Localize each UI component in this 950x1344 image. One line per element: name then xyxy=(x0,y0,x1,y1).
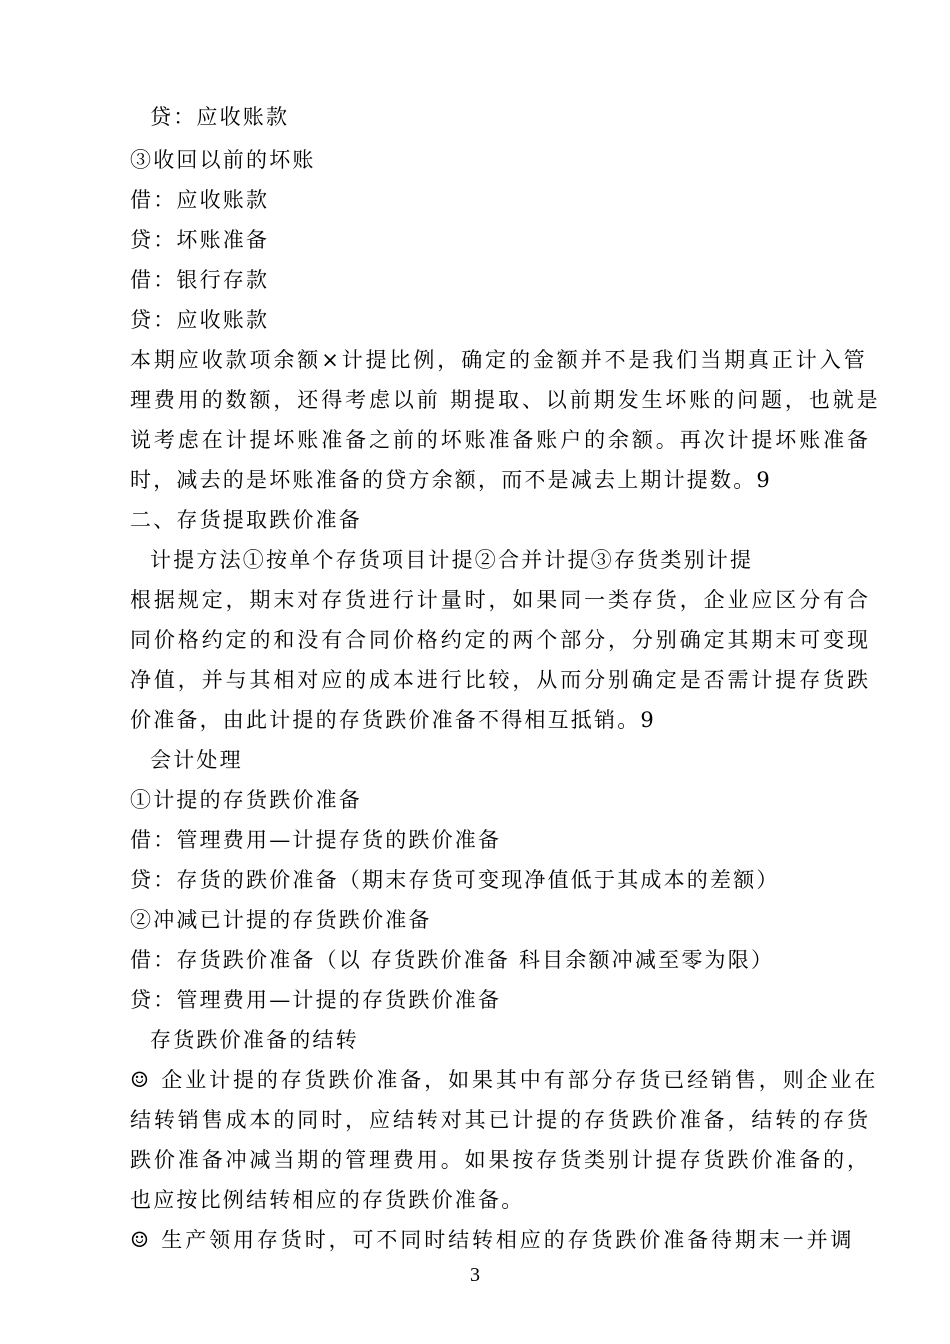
text-line: 跌价准备冲减当期的管理费用。如果按存货类别计提存货跌价准备的， xyxy=(130,1148,871,1172)
text-line: ①计提的存货跌价准备 xyxy=(130,788,362,812)
text-line: 结转销售成本的同时，应结转对其已计提的存货跌价准备，结转的存货 xyxy=(130,1108,871,1132)
text-line: 同价格约定的和没有合同价格约定的两个部分，分别确定其期末可变现 xyxy=(130,628,871,652)
text-line: 借：银行存款 xyxy=(130,268,270,292)
page-number: 3 xyxy=(470,1264,480,1286)
section-heading: 二、存货提取跌价准备 xyxy=(130,508,362,532)
subsection-heading: 会计处理 xyxy=(150,748,243,772)
text-line: 贷：管理费用—计提的存货跌价准备 xyxy=(130,988,502,1012)
text-line: 根据规定，期末对存货进行计量时，如果同一类存货，企业应区分有合 xyxy=(130,588,871,612)
text-line: 理费用的数额，还得考虑以前 期提取、以前期发生坏账的问题，也就是 xyxy=(130,388,881,412)
text-line: 净值，并与其相对应的成本进行比较，从而分别确定是否需计提存货跌 xyxy=(130,668,871,692)
text-line: ②冲减已计提的存货跌价准备 xyxy=(130,908,432,932)
text-line: 说考虑在计提坏账准备之前的坏账准备账户的余额。再次计提坏账准备 xyxy=(130,428,871,452)
text-line: 贷：坏账准备 xyxy=(130,228,270,252)
text-line: 借：存货跌价准备（以 存货跌价准备 科目余额冲减至零为限） xyxy=(130,948,775,972)
text-line: ☺ 生产领用存货时，可不同时结转相应的存货跌价准备待期末一并调 xyxy=(130,1228,855,1252)
text-line: ③收回以前的坏账 xyxy=(130,148,316,172)
subsection-heading: 存货跌价准备的结转 xyxy=(150,1028,359,1052)
text-line: 本期应收款项余额×计提比例，确定的金额并不是我们当期真正计入管 xyxy=(130,348,868,372)
text-line: 借：应收账款 xyxy=(130,188,270,212)
text-line: 计提方法①按单个存货项目计提②合并计提③存货类别计提 xyxy=(150,548,754,572)
text-line: 也应按比例结转相应的存货跌价准备。 xyxy=(130,1188,525,1212)
text-line: 贷：应收账款 xyxy=(150,105,290,129)
text-line: 贷：存货的跌价准备（期末存货可变现净值低于其成本的差额） xyxy=(130,868,780,892)
text-line: 贷：应收账款 xyxy=(130,308,270,332)
text-line: 时，减去的是坏账准备的贷方余额，而不是减去上期计提数。9 xyxy=(130,468,772,492)
text-line: 价准备，由此计提的存货跌价准备不得相互抵销。9 xyxy=(130,708,656,732)
text-line: ☺ 企业计提的存货跌价准备，如果其中有部分存货已经销售，则企业在 xyxy=(130,1068,879,1092)
text-line: 借：管理费用—计提存货的跌价准备 xyxy=(130,828,502,852)
